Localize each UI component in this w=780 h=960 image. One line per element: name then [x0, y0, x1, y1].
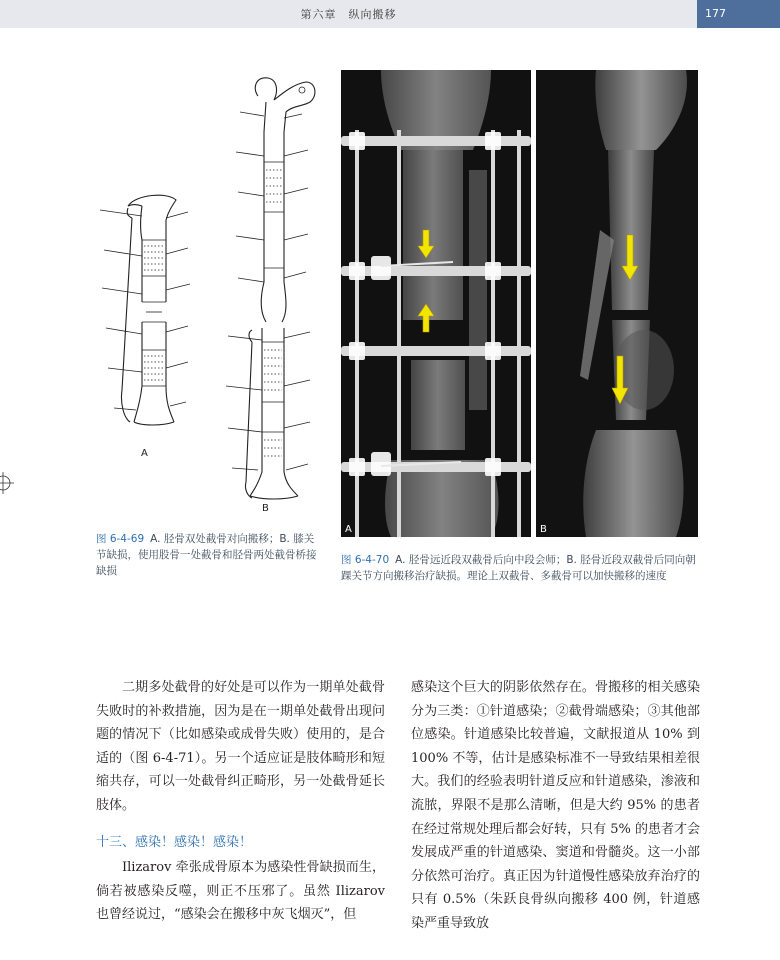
fig-6-4-69-label-a: A [141, 448, 148, 459]
fig-6-4-69-caption [96, 531, 324, 579]
fig-6-4-69a-tibia-drawing [96, 190, 192, 452]
crosshair-registration-icon [0, 472, 14, 494]
fig-6-4-69-caption-text: A. 胫骨双处截骨对向搬移；B. 膝关节缺损，使用股骨一处截骨和胫骨两处截骨桥接缺损 [96, 533, 317, 577]
fig-6-4-70-number: 图 6-4-70 [341, 554, 390, 566]
body-right-column [411, 676, 700, 936]
fig-6-4-70-label-b: B [540, 524, 547, 535]
fig-6-4-69-label-b: B [262, 503, 269, 514]
fig-6-4-70a-xray [341, 70, 531, 537]
body-paragraph: 二期多处截骨的好处是可以作为一期单处截骨失败时的补救措施，因为是在一期单处截骨出现问题的情况下（比如感染或成骨失败）使用的，是合适的（图 6-4-71）。另一个适应证是肢体畸形和短缩共存，可以一处截骨纠正畸形，另一处截骨延长肢体。 [96, 680, 385, 813]
fig-6-4-69-number: 图 6-4-69 [96, 533, 145, 545]
body-paragraph: Ilizarov 牵张成骨原本为感染性骨缺损而生，倘若被感染反噬，则正不压邪了。虽然 Ilizarov 也曾经说过，“感染会在搬移中灰飞烟灭”，但 [96, 860, 385, 923]
fig-6-4-70b-xray [536, 70, 698, 537]
fig-6-4-70-caption [341, 552, 701, 584]
chapter-title: 第六章 纵向搬移 [300, 8, 397, 21]
running-header [0, 0, 697, 28]
body-paragraph: 感染这个巨大的阴影依然存在。骨搬移的相关感染分为三类：①针道感染；②截骨端感染；③其他部位感染。针道感染比较普遍，文献报道从 10% 到 100% 不等，估计是感染标准不一导致结果相差很大。我们的经验表明针道反应和针道感染，渗液和流脓，界限不是那么清晰，但是大约 95% 的患者在经过常规处理后都会好转，只有 5% 的患者才会发展成严重的针道感染、窦道和骨髓炎。这一小部分依然可治疗。真正因为针道慢性感染放弃治疗的只有 0.5%（朱跃良骨纵向搬移 400 例，针道感染严重导致放 [411, 680, 700, 931]
fig-6-4-69b-femur-tibia-drawing [222, 72, 322, 502]
fig-6-4-70-caption-text: A. 胫骨远近段双截骨后向中段会师；B. 胫骨近段双截骨后同向朝踝关节方向搬移治疗缺损。理论上双截骨、多截骨可以加快搬移的速度 [341, 554, 696, 582]
page-number: 177 [705, 7, 726, 20]
fig-6-4-70-label-a: A [345, 524, 352, 535]
section-heading: 十三、感染！感染！感染！ [96, 834, 253, 850]
page-number-box [697, 0, 780, 28]
body-left-column [96, 676, 385, 927]
